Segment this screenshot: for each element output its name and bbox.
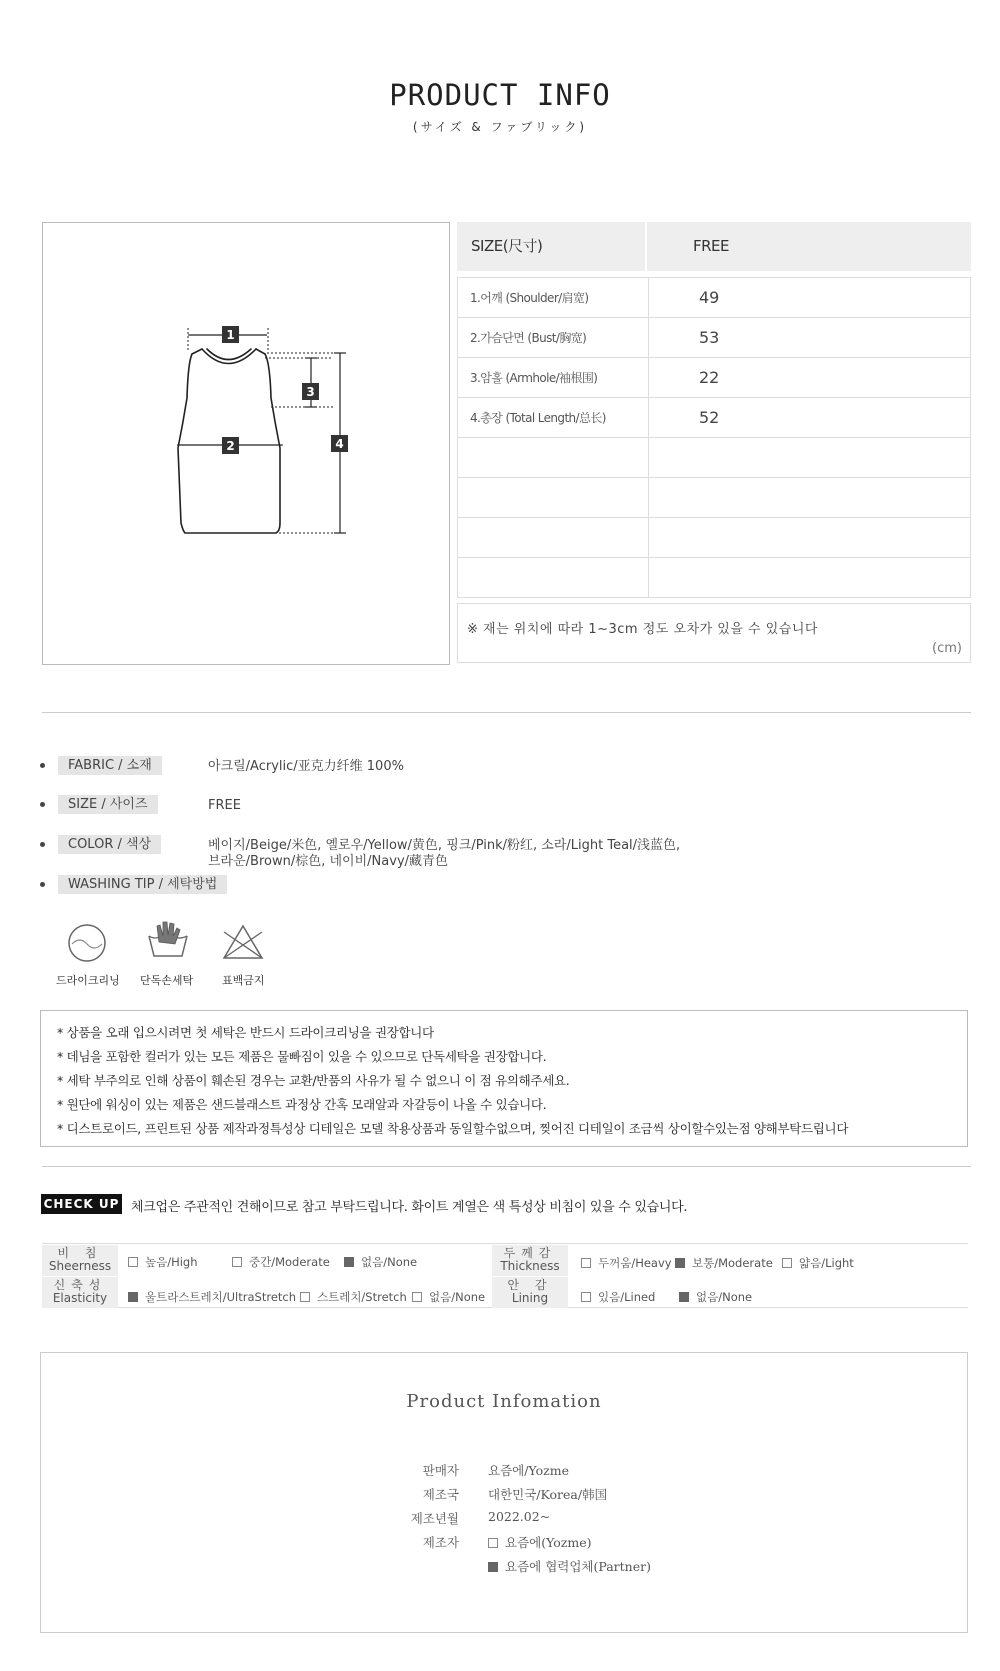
- page-title: PRODUCT INFO: [389, 78, 611, 112]
- measure-label: 1.어깨 (Shoulder/肩宽): [458, 278, 649, 317]
- size-note: ※ 재는 위치에 따라 1~3cm 정도 오차가 있을 수 있습니다: [467, 622, 818, 637]
- marker-4: [331, 435, 348, 452]
- lining-label-en: Lining: [511, 1291, 549, 1305]
- country-key: 제조국: [422, 1487, 459, 1502]
- elasticity-label-ko: 신축성: [53, 1278, 107, 1292]
- sheerness-option[interactable]: [128, 1254, 198, 1270]
- option-label: 없음/None: [429, 1290, 486, 1304]
- care-notes-box: [40, 1010, 968, 1147]
- dry-clean-label: 드라이크리닝: [56, 974, 120, 987]
- lining-option[interactable]: [679, 1289, 752, 1305]
- marker-1: [222, 326, 239, 343]
- dry-clean-icon: [66, 922, 108, 964]
- measure-value: 53: [699, 328, 720, 347]
- page-subtitle: (サイズ & ファブリック): [412, 120, 588, 134]
- measure-label: [458, 518, 649, 557]
- measure-value: 52: [699, 408, 720, 427]
- maker-option[interactable]: [488, 1533, 592, 1551]
- option-label: 스트레치/Stretch: [317, 1290, 407, 1304]
- hand-wash-icon: [145, 918, 191, 960]
- maker-key: 제조자: [422, 1535, 459, 1550]
- color-label: COLOR / 색상: [58, 835, 161, 854]
- fabric-label: FABRIC / 소재: [58, 756, 162, 775]
- fabric-value: 아크릴/Acrylic/亚克力纤维 100%: [208, 759, 404, 774]
- checkup-badge: CHECK UP: [41, 1194, 122, 1214]
- checkup-text: 체크업은 주관적인 견해이므로 참고 부탁드립니다. 화이트 계열은 색 특성상 비침이 있을 수 있습니다.: [131, 1200, 688, 1215]
- elasticity-option[interactable]: [300, 1289, 407, 1305]
- lining-label: [492, 1277, 568, 1308]
- size-value: FREE: [208, 798, 241, 813]
- care-note: * 세탁 부주의로 인해 상품이 훼손된 경우는 교환/반품의 사유가 될 수 없으니 이 점 유의해주세요.: [57, 1073, 570, 1088]
- checkbox-checked[interactable]: [128, 1292, 138, 1302]
- sheerness-label-ko: 비 침: [57, 1246, 103, 1260]
- thickness-label: [492, 1245, 568, 1276]
- checkbox[interactable]: [300, 1292, 310, 1302]
- divider: [42, 1166, 971, 1167]
- elasticity-option[interactable]: [128, 1289, 296, 1305]
- measure-value: [649, 558, 970, 597]
- sheerness-option[interactable]: [344, 1254, 417, 1270]
- checkbox-checked[interactable]: [344, 1257, 354, 1267]
- option-label: 중간/Moderate: [249, 1255, 330, 1269]
- bullet: [40, 802, 45, 807]
- size-header-label: SIZE(尺寸): [457, 222, 647, 271]
- checkbox[interactable]: [128, 1257, 138, 1267]
- date-key: 제조년월: [410, 1511, 459, 1526]
- sheerness-label: [42, 1245, 118, 1276]
- lining-label-ko: 안 감: [507, 1278, 553, 1292]
- table-row: [458, 438, 970, 478]
- sheerness-option[interactable]: [232, 1254, 330, 1270]
- date-value: 2022.02~: [488, 1509, 551, 1524]
- table-row: [458, 358, 970, 398]
- sleeveless-top-drawing: [43, 223, 451, 666]
- checkbox-checked[interactable]: [488, 1562, 498, 1572]
- thickness-label-ko: 두께감: [503, 1246, 557, 1260]
- option-label: 요즘에 협력업체(Partner): [505, 1559, 651, 1574]
- measure-label: [458, 438, 649, 477]
- elasticity-label: [42, 1277, 118, 1308]
- care-note: * 상품을 오래 입으시려면 첫 세탁은 반드시 드라이크리닝을 권장합니다: [57, 1025, 434, 1040]
- no-bleach-icon: [221, 922, 265, 962]
- measure-label: [458, 478, 649, 517]
- size-label: SIZE / 사이즈: [58, 795, 158, 814]
- seller-key: 판매자: [422, 1463, 459, 1478]
- bullet: [40, 842, 45, 847]
- measure-value: [649, 478, 970, 517]
- elasticity-label-en: Elasticity: [52, 1291, 108, 1305]
- size-note-box: [457, 603, 971, 663]
- measure-label: 2.가슴단면 (Bust/胸宽): [458, 318, 649, 357]
- measure-value: [649, 438, 970, 477]
- measure-label: 3.암홀 (Armhole/袖根围): [458, 358, 649, 397]
- table-row: [458, 318, 970, 358]
- thickness-option[interactable]: [675, 1255, 773, 1271]
- unit-label: (cm): [932, 641, 962, 656]
- measure-value: 22: [699, 368, 720, 387]
- bullet: [40, 763, 45, 768]
- table-row: [458, 278, 970, 318]
- care-note: * 디스트로이드, 프린트된 상품 제작과정특성상 디테일은 모델 착용상품과 동일할수없으며, 찢어진 디테일이 조금씩 상이할수있는점 양해부탁드립니다: [57, 1121, 849, 1136]
- measurement-diagram: [42, 222, 450, 665]
- option-label: 얇음/Light: [799, 1256, 854, 1270]
- measure-label: [458, 558, 649, 597]
- bullet: [40, 882, 45, 887]
- checkbox[interactable]: [581, 1292, 591, 1302]
- svg-text:4: 4: [335, 437, 344, 451]
- seller-value: 요즘에/Yozme: [488, 1463, 569, 1478]
- marker-2: [222, 437, 239, 454]
- table-row: [458, 518, 970, 558]
- country-value: 대한민국/Korea/韩国: [488, 1487, 608, 1502]
- marker-3: [302, 383, 319, 400]
- svg-text:3: 3: [306, 385, 315, 399]
- product-info-box: [40, 1352, 968, 1633]
- thickness-label-en: Thickness: [500, 1259, 560, 1273]
- size-header-free: FREE: [693, 237, 730, 255]
- checkbox-checked[interactable]: [675, 1258, 685, 1268]
- option-label: 보통/Moderate: [692, 1256, 773, 1270]
- size-table: [457, 222, 971, 663]
- checkbox[interactable]: [488, 1538, 498, 1548]
- maker-option[interactable]: [488, 1557, 651, 1575]
- checkbox[interactable]: [782, 1258, 792, 1268]
- lining-option[interactable]: [581, 1289, 655, 1305]
- checkbox[interactable]: [581, 1258, 591, 1268]
- checkbox[interactable]: [232, 1257, 242, 1267]
- care-note: * 원단에 워싱이 있는 제품은 샌드블래스트 과정상 간혹 모래알과 자갈등이 나올 수 있습니다.: [57, 1097, 547, 1112]
- sheerness-label-en: Sheerness: [48, 1259, 112, 1273]
- option-label: 없음/None: [361, 1255, 418, 1269]
- thickness-option[interactable]: [581, 1255, 672, 1271]
- option-label: 있음/Lined: [598, 1290, 656, 1304]
- measure-value: [649, 518, 970, 557]
- checkbox[interactable]: [412, 1292, 422, 1302]
- option-label: 높음/High: [145, 1255, 198, 1269]
- elasticity-option[interactable]: [412, 1289, 485, 1305]
- option-label: 울트라스트레치/UltraStretch: [145, 1290, 297, 1304]
- color-value-line1: 베이지/Beige/米色, 옐로우/Yellow/黄色, 핑크/Pink/粉红, 소라/Light Teal/浅蓝色,: [208, 838, 681, 853]
- product-info-title: Product Infomation: [406, 1391, 602, 1412]
- svg-text:2: 2: [226, 439, 235, 453]
- measure-value: 49: [699, 288, 720, 307]
- no-bleach-label: 표백금지: [222, 974, 265, 987]
- option-label: 없음/None: [696, 1290, 753, 1304]
- divider: [42, 712, 971, 713]
- color-value-line2: 브라운/Brown/棕色, 네이비/Navy/藏青色: [208, 854, 449, 869]
- option-label: 요즘에(Yozme): [505, 1535, 592, 1550]
- svg-text:1: 1: [226, 328, 235, 342]
- washing-label: WASHING TIP / 세탁방법: [58, 875, 227, 894]
- table-row: [458, 398, 970, 438]
- checkup-table: [42, 1243, 968, 1308]
- checkbox-checked[interactable]: [679, 1292, 689, 1302]
- size-table-header: [457, 222, 971, 271]
- thickness-option[interactable]: [782, 1255, 854, 1271]
- hand-wash-label: 단독손세탁: [140, 974, 194, 987]
- option-label: 두꺼움/Heavy: [598, 1256, 672, 1270]
- measure-label: 4.총장 (Total Length/总长): [458, 398, 649, 437]
- table-row: [458, 558, 970, 598]
- care-note: * 데님을 포함한 컬러가 있는 모든 제품은 물빠짐이 있을 수 있으므로 단독세탁을 권장합니다.: [57, 1049, 547, 1064]
- table-row: [458, 478, 970, 518]
